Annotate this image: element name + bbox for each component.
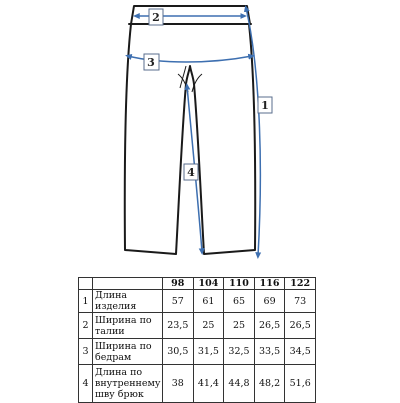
svg-text:1: 1 bbox=[261, 99, 269, 112]
row-value: 44,8 bbox=[224, 365, 255, 403]
row-value: 61 bbox=[193, 290, 224, 313]
svg-text:2: 2 bbox=[152, 11, 160, 24]
row-value: 69 bbox=[254, 290, 285, 313]
row-index: 4 bbox=[79, 365, 93, 403]
row-value: 73 bbox=[285, 290, 316, 313]
table-row bbox=[79, 365, 316, 403]
measure-label-3 bbox=[144, 54, 159, 70]
measure-label-1 bbox=[258, 97, 272, 113]
row-value: 41,4 bbox=[193, 365, 224, 403]
header-size-122: 122 bbox=[285, 278, 316, 290]
row-value: 33,5 bbox=[254, 339, 285, 365]
row-value: 65 bbox=[224, 290, 255, 313]
table-row bbox=[79, 290, 316, 313]
row-index: 3 bbox=[79, 339, 93, 365]
row-value: 26,5 bbox=[254, 313, 285, 339]
header-param bbox=[93, 278, 163, 290]
row-value: 25 bbox=[224, 313, 255, 339]
row-value: 23,5 bbox=[163, 313, 194, 339]
row-index: 2 bbox=[79, 313, 93, 339]
row-value: 32,5 bbox=[224, 339, 255, 365]
svg-text:4: 4 bbox=[187, 166, 195, 179]
row-value: 38 bbox=[163, 365, 194, 403]
header-size-116: 116 bbox=[254, 278, 285, 290]
table-row bbox=[79, 339, 316, 365]
table-row bbox=[79, 313, 316, 339]
row-param: Длина изделия bbox=[93, 290, 163, 313]
row-value: 48,2 bbox=[254, 365, 285, 403]
row-param: Длина по внутреннему шву брюк bbox=[93, 365, 163, 403]
header-size-104: 104 bbox=[193, 278, 224, 290]
measure-label-4 bbox=[184, 164, 198, 180]
row-value: 31,5 bbox=[193, 339, 224, 365]
svg-text:3: 3 bbox=[147, 56, 155, 69]
row-index: 1 bbox=[79, 290, 93, 313]
row-value: 57 bbox=[163, 290, 194, 313]
table-header-row bbox=[79, 278, 316, 290]
header-size-98: 98 bbox=[163, 278, 194, 290]
row-param: Ширина по бедрам bbox=[93, 339, 163, 365]
size-table bbox=[78, 277, 316, 403]
row-value: 26,5 bbox=[285, 313, 316, 339]
row-value: 25 bbox=[193, 313, 224, 339]
row-value: 34,5 bbox=[285, 339, 316, 365]
row-param: Ширина по талии bbox=[93, 313, 163, 339]
header-size-110: 110 bbox=[224, 278, 255, 290]
measure-label-2 bbox=[149, 9, 163, 25]
header-index bbox=[79, 278, 93, 290]
row-value: 30,5 bbox=[163, 339, 194, 365]
row-value: 51,6 bbox=[285, 365, 316, 403]
pants-outline-icon bbox=[125, 6, 256, 254]
